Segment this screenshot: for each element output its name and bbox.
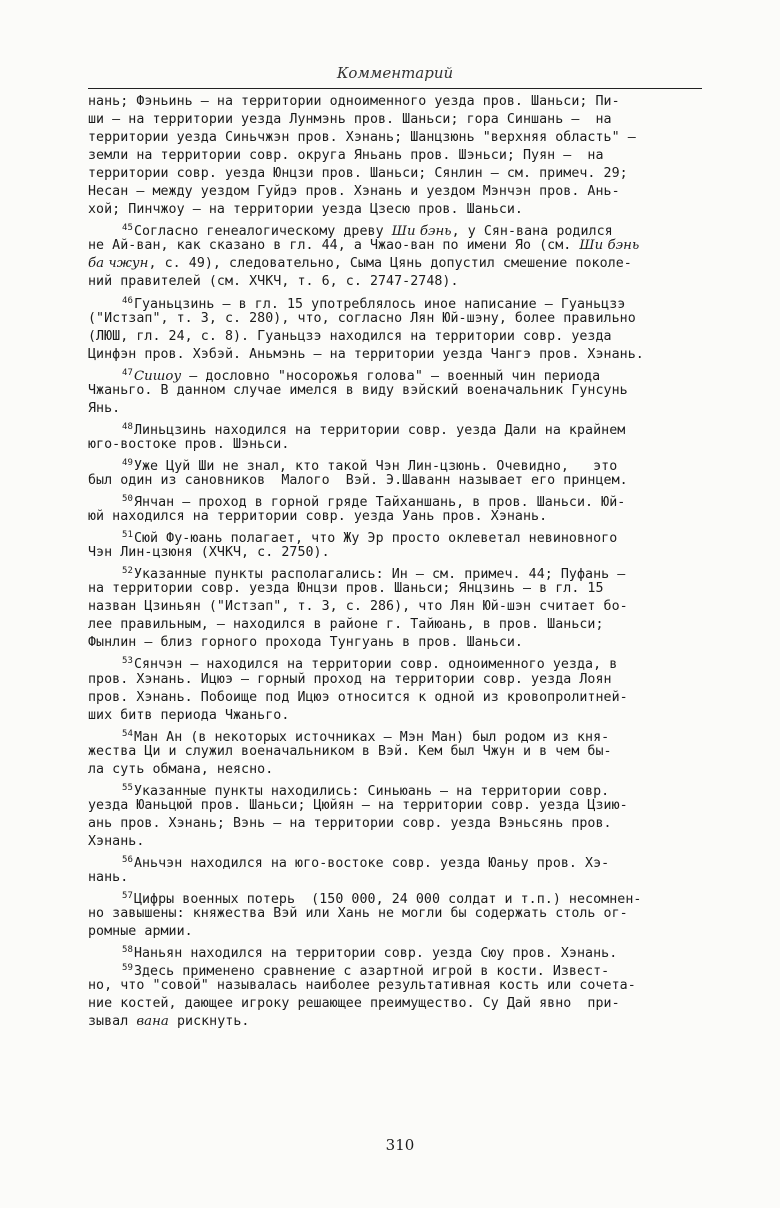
note-number: 54 xyxy=(122,728,133,739)
line-text: Гуаньцзинь — в гл. 15 употреблялось иное написание — Гуаньцзэ xyxy=(133,296,626,312)
text-line xyxy=(88,923,708,941)
note-number: 46 xyxy=(122,295,133,306)
note-first-line xyxy=(88,959,708,980)
line-text: не Ай-ван, как сказано в гл. 44, а Чжао-ван по имени Яо (см. xyxy=(88,238,580,254)
line-text: Несан — между уездом Гуйдэ пров. Хэнань и уездом Мэнчэн пров. Ань- xyxy=(88,184,620,200)
line-text: хой; Пинчжоу — на территории уезда Цзесю пров. Шаньси. xyxy=(88,202,523,218)
line-text: зывал xyxy=(88,1014,137,1030)
line-text: (ЛЮШ, гл. 24, с. 8). Гуаньцзэ находился на территории совр. уезда xyxy=(88,328,612,344)
text-line xyxy=(88,183,708,201)
note-number: 52 xyxy=(122,566,133,577)
text-line xyxy=(88,201,708,219)
line-text: но, что "совой" называлась наиболее результативная кость или сочета- xyxy=(88,978,636,994)
note-number: 50 xyxy=(122,494,133,505)
text-line xyxy=(88,905,708,923)
line-text: Цинфэн пров. Хэбэй. Аньмэнь — на территории уезда Чангэ пров. Хэнань. xyxy=(88,346,644,362)
note-number: 55 xyxy=(122,782,133,793)
note-first-line xyxy=(88,490,708,511)
line-text: пров. Хэнань. Побоище под Ицюэ относится к одной из кровопролитней- xyxy=(88,689,628,705)
note-number: 59 xyxy=(122,963,133,974)
text-line xyxy=(88,472,708,490)
text-line xyxy=(88,328,708,346)
text-line xyxy=(88,761,708,779)
text-line xyxy=(88,869,708,887)
line-text: но завышены: княжества Вэй или Хань не могли бы содержать столь ог- xyxy=(88,906,628,922)
line-text: юго-востоке пров. Шэньси. xyxy=(88,436,290,452)
page-number: 310 xyxy=(385,1136,415,1154)
text-line xyxy=(88,797,708,815)
text-line xyxy=(88,237,708,255)
italic-term: Сишоу xyxy=(133,368,182,384)
line-text: Чжаньго. В данном случае имелся в виду вэйский военачальник Гунсунь xyxy=(88,382,628,398)
text-line xyxy=(88,580,708,598)
note-first-line xyxy=(88,725,708,743)
line-text: ань пров. Хэнань; Вэнь — на территории совр. уезда Вэньсянь пров. xyxy=(88,815,612,831)
line-text: Уже Цуй Ши не знал, кто такой Чэн Лин-цзюнь. Очевидно, это xyxy=(133,458,618,474)
text-line xyxy=(88,833,708,851)
text-line xyxy=(88,1013,708,1031)
note-number: 58 xyxy=(122,945,133,956)
note-first-line xyxy=(88,219,708,240)
line-text: Цифры военных потерь (150 000, 24 000 солдат и т.п.) несомнен- xyxy=(133,892,642,908)
note-number: 47 xyxy=(122,367,133,378)
text-line xyxy=(88,598,708,616)
line-text: ромные армии. xyxy=(88,924,193,940)
note-first-line xyxy=(88,851,708,869)
text-line xyxy=(88,634,708,652)
line-text: Янчан — проход в горной гряде Тайханшань, в пров. Шаньси. Юй- xyxy=(133,495,626,511)
note-number: 45 xyxy=(122,223,133,234)
line-text: уезда Юаньцюй пров. Шаньси; Цюйян — на территории совр. уезда Цзию- xyxy=(88,797,628,813)
line-text: Фынлин — близ горного прохода Тунгуань в пров. Шаньси. xyxy=(88,635,523,651)
line-text: Линьцзинь находился на территории совр. уезда Дали на крайнем xyxy=(133,422,626,438)
text-line xyxy=(88,544,708,562)
note-first-line xyxy=(88,526,708,547)
note-number: 56 xyxy=(122,854,133,865)
text-line xyxy=(88,689,708,707)
text-line xyxy=(88,707,708,725)
text-line xyxy=(88,382,708,400)
italic-term: Ши бэнь xyxy=(579,238,640,254)
text-line xyxy=(88,995,708,1013)
note-number: 48 xyxy=(122,421,133,432)
note-number: 57 xyxy=(122,891,133,902)
text-line xyxy=(88,616,708,634)
line-text: Наньян находился на территории совр. уезда Сюу пров. Хэнань. xyxy=(133,946,618,962)
note-first-line xyxy=(88,941,708,962)
line-text-continued: , у Сян-вана родился xyxy=(451,224,613,240)
line-text: Ман Ан (в некоторых источниках — Мэн Ман) был родом из кня- xyxy=(133,729,610,745)
header-rule xyxy=(88,88,702,89)
note-first-line xyxy=(88,652,708,673)
line-text-continued: — дословно "носорожья голова" — военный чин периода xyxy=(181,368,601,384)
line-text: был один из сановников Малого Вэй. Э.Шаванн называет его принцем. xyxy=(88,472,628,488)
line-text: земли на территории совр. округа Яньань пров. Шэньси; Пуян — на xyxy=(88,148,604,164)
text-line xyxy=(88,400,708,418)
line-text: Чэн Лин-цзюня (ХЧКЧ, с. 2750). xyxy=(88,545,330,561)
commentary-text xyxy=(88,93,708,1031)
line-text: ний правителей (см. ХЧКЧ, т. 6, с. 2747-2748). xyxy=(88,274,459,290)
note-first-line xyxy=(88,454,708,472)
italic-term: ба чжун xyxy=(88,256,149,272)
line-text: территории совр. уезда Юнцзи пров. Шаньси; Сянлин — см. примеч. 29; xyxy=(88,166,628,182)
line-text: Янь. xyxy=(88,400,121,416)
text-line xyxy=(88,93,708,111)
text-line xyxy=(88,346,708,364)
line-text: ла суть обмана, неясно. xyxy=(88,761,274,777)
note-first-line xyxy=(88,562,708,583)
line-text: Хэнань. xyxy=(88,833,145,849)
text-line xyxy=(88,815,708,833)
text-line xyxy=(88,147,708,165)
note-first-line xyxy=(88,887,708,908)
italic-term: вана xyxy=(136,1014,169,1030)
line-text: назван Цзиньян ("Истзап", т. 3, с. 286), что Лян Юй-шэн считает бо- xyxy=(88,599,628,615)
text-line xyxy=(88,165,708,183)
line-text: на территории совр. уезда Юнцзи пров. Шаньси; Янцзинь — в гл. 15 xyxy=(88,581,604,597)
note-number: 49 xyxy=(122,457,133,468)
text-line xyxy=(88,111,708,129)
text-line xyxy=(88,977,708,995)
note-first-line xyxy=(88,418,708,436)
text-line xyxy=(88,671,708,689)
line-text: жества Ци и служил военачальником в Вэй. Кем был Чжун и в чем бы- xyxy=(88,743,612,759)
line-text: ние костей, дающее игроку решающее преимущество. Су Дай явно при- xyxy=(88,996,620,1012)
note-number: 51 xyxy=(122,530,133,541)
line-text-continued: , с. 49), следовательно, Сыма Цянь допустил смешение поколе- xyxy=(148,256,632,272)
note-first-line xyxy=(88,779,708,797)
line-text: Согласно генеалогическому древу xyxy=(133,224,392,240)
line-text: ши — на территории уезда Лунмэнь пров. Шаньси; гора Синшань — на xyxy=(88,112,612,128)
line-text: юй находился на территории совр. уезда Уань пров. Хэнань. xyxy=(88,509,548,525)
line-text: нань; Фэньинь — на территории одноименного уезда пров. Шаньси; Пи- xyxy=(88,94,620,109)
text-line xyxy=(88,255,708,273)
line-text: ших битв периода Чжаньго. xyxy=(88,707,290,723)
line-text: Сянчэн — находился на территории совр. одноименного уезда, в xyxy=(133,657,618,673)
note-number: 53 xyxy=(122,656,133,667)
note-first-line xyxy=(88,292,708,310)
running-title: Комментарий xyxy=(336,64,454,82)
line-text: Указанные пункты находились: Синьюань — на территории совр. xyxy=(133,783,610,799)
line-text: пров. Хэнань. Ицюэ — горный проход на территории совр. уезда Лоян xyxy=(88,671,612,687)
text-line xyxy=(88,129,708,147)
line-text: Аньчэн находился на юго-востоке совр. уезда Юаньу пров. Хэ- xyxy=(133,855,610,871)
text-line xyxy=(88,310,708,328)
line-text: лее правильным, — находился в районе г. Тайюань, в пров. Шаньси; xyxy=(88,617,604,633)
line-text: территории уезда Синьчжэн пров. Хэнань; Шанцзюнь "верхняя область" — xyxy=(88,130,636,146)
line-text: Сюй Фу-юань полагает, что Жу Эр просто оклеветал невиновного xyxy=(133,531,618,547)
line-text-continued: рискнуть. xyxy=(168,1014,250,1030)
text-line xyxy=(88,273,708,291)
italic-term: Ши бэнь xyxy=(391,224,452,240)
line-text: Указанные пункты располагались: Ин — см. примеч. 44; Пуфань — xyxy=(133,567,626,583)
text-line xyxy=(88,436,708,454)
line-text: ("Истзап", т. 3, с. 280), что, согласно Лян Юй-шэну, более правильно xyxy=(88,310,636,326)
note-first-line xyxy=(88,364,708,382)
line-text: Здесь применено сравнение с азартной игрой в кости. Извест- xyxy=(133,964,610,980)
text-line xyxy=(88,743,708,761)
line-text: нань. xyxy=(88,870,129,886)
text-line xyxy=(88,508,708,526)
